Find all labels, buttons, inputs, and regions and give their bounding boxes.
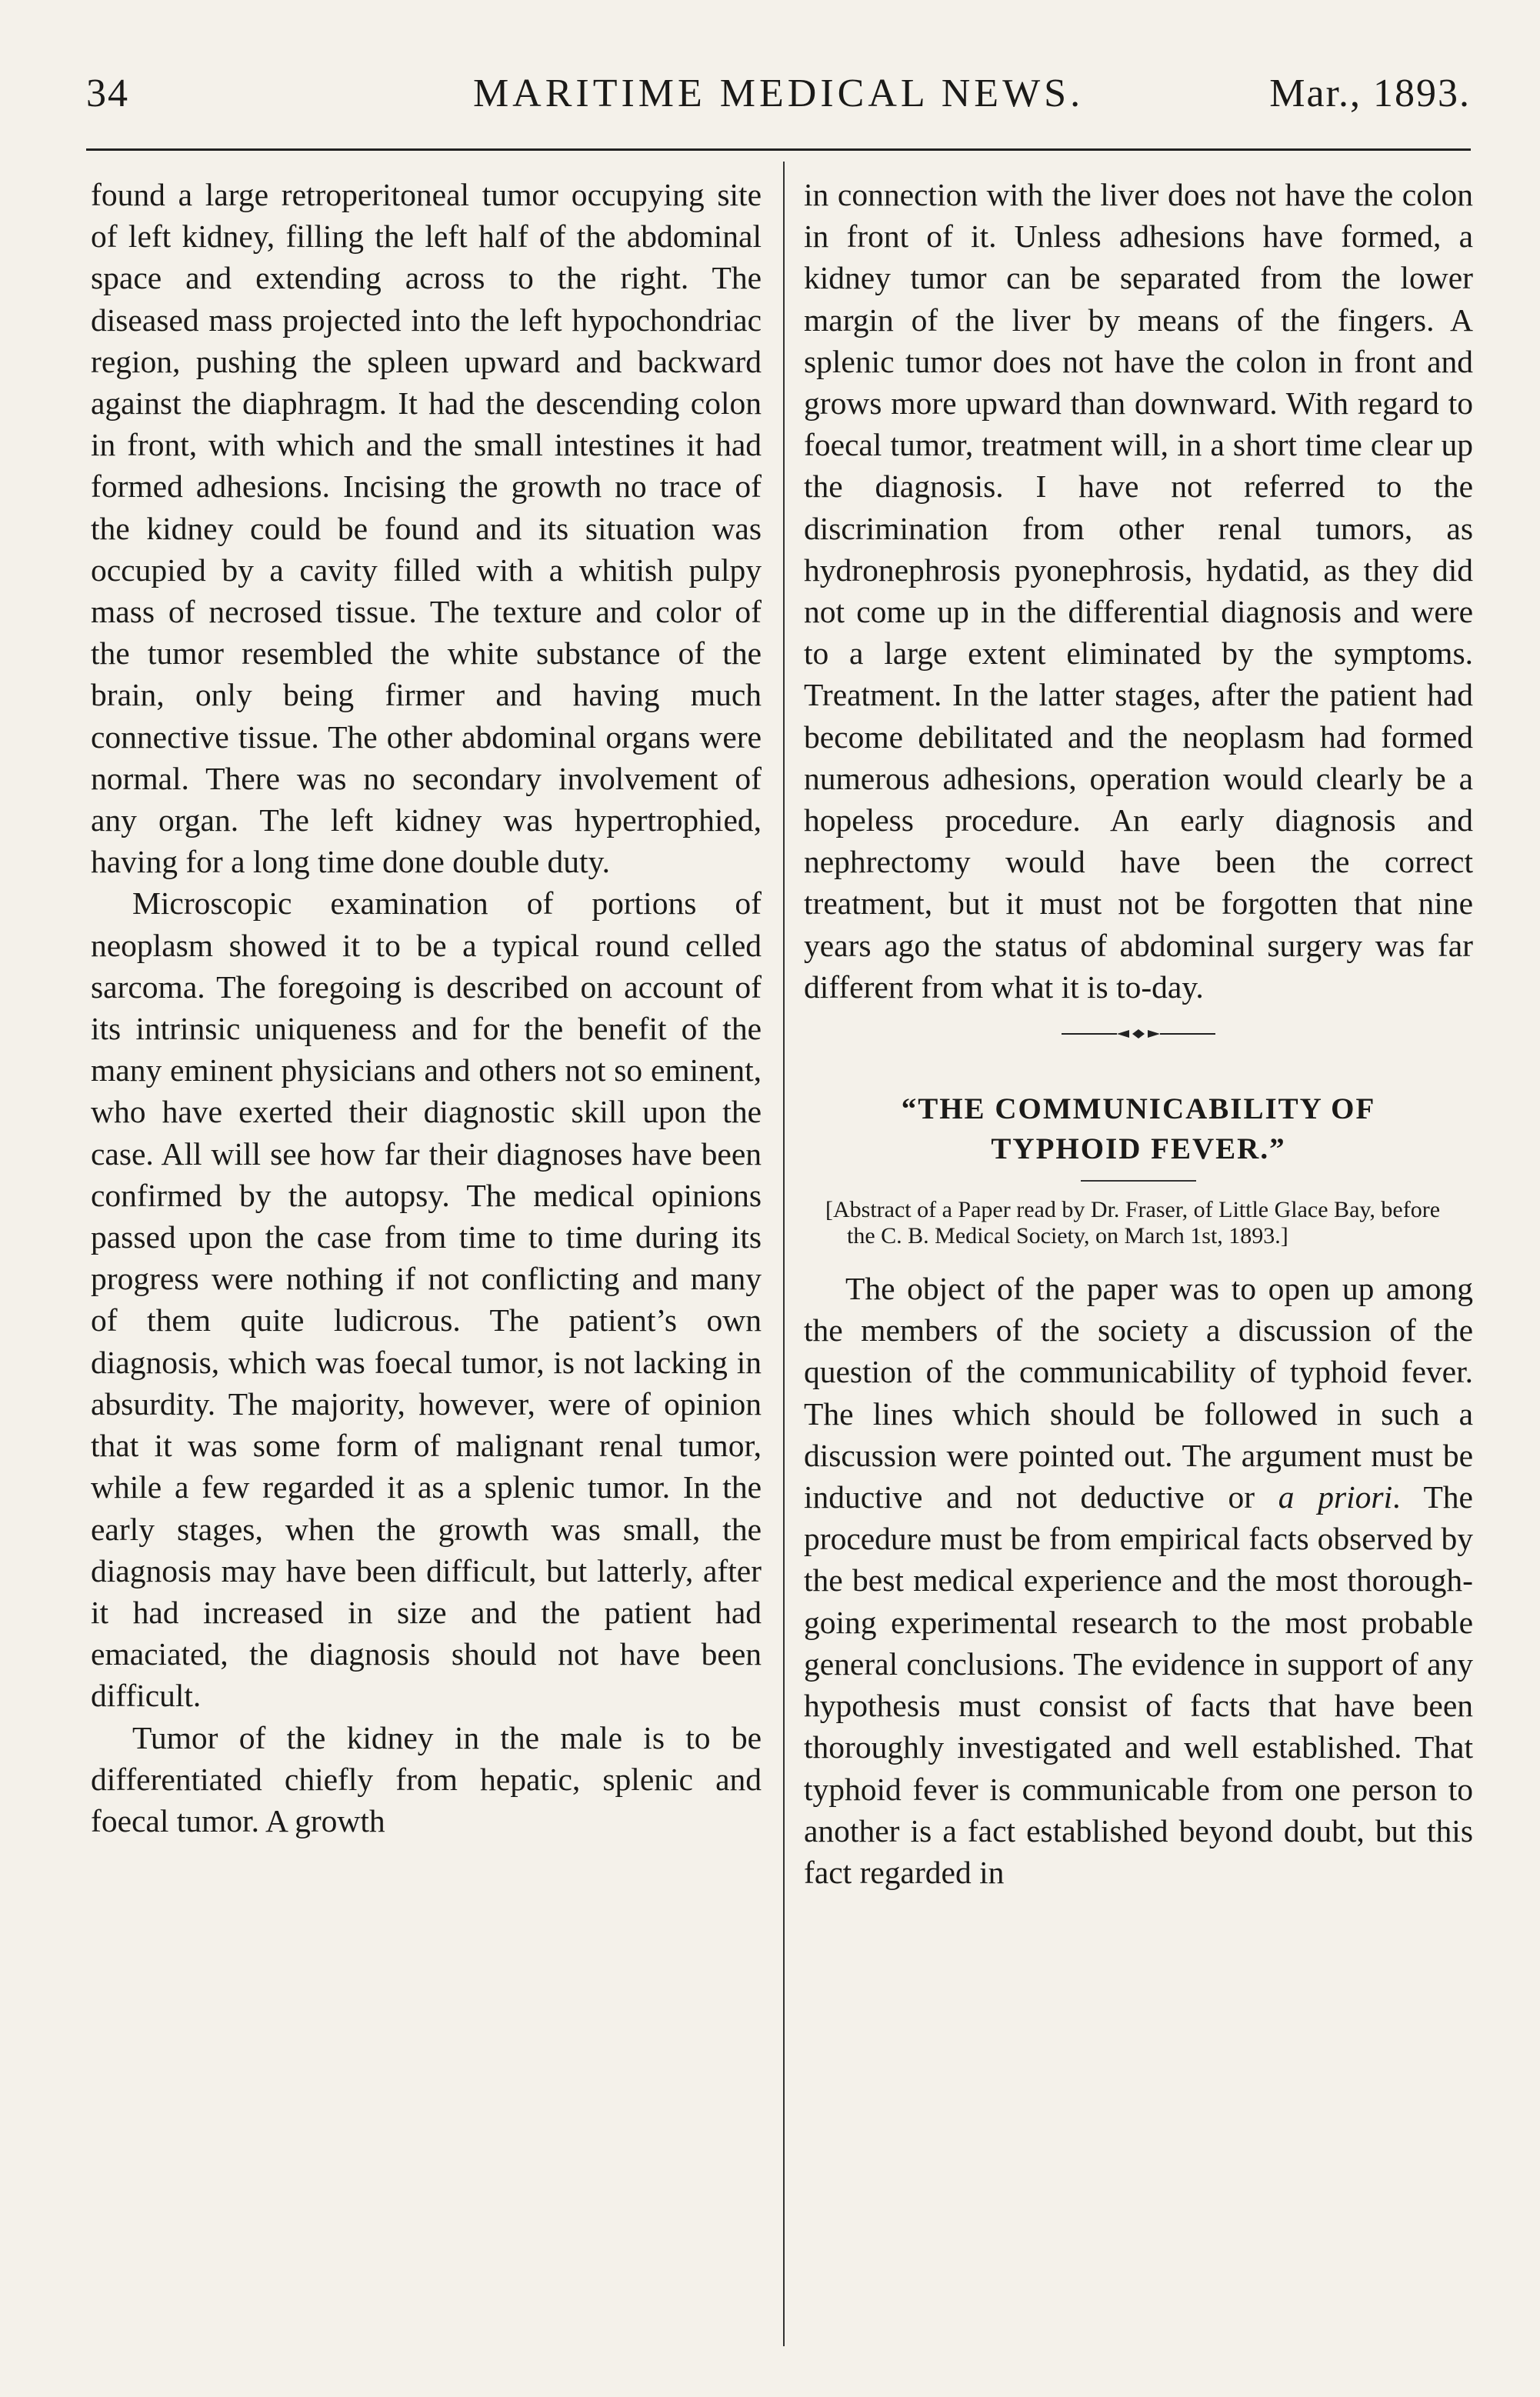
right-paragraph-2-part-2: . The procedure must be from empirical facts observed by the best medical experience and the most thorough-going experimental research to the most probable general conclusions. The evidence in support of any hypothesis must consist of facts that have been thoroughly investigated and well established. That typhoid fever is communicable from one person to another is a fact established beyond doubt, but this fact regarded in bbox=[804, 1479, 1473, 1890]
section-title bbox=[804, 1089, 1473, 1169]
issue-date: Mar., 1893. bbox=[1269, 72, 1471, 115]
right-paragraph-1: in connection with the liver does not have the colon in front of it. Unless adhesions have formed, a kidney tumor can be separated from the lower margin of the liver by means of the fingers. A splenic tumor does not have the colon in front and grows more upward than downward. With regard to foecal tumor, treatment will, in a short time clear up the diagnosis. I have not referred to the discrimination from other renal tumors, as hydronephrosis pyonephrosis, hydatid, as they did not come up in the differential diagnosis and were to a large extent eliminated by the symptoms. Treatment. In the latter stages, after the patient had become debilitated and the neoplasm had formed numerous adhesions, operation would clearly be a hopeless procedure. An early diagnosis and nephrectomy would have been the correct treatment, but it must not be forgotten that nine years ago the status of abdominal surgery was far different from what it is to-day. bbox=[804, 177, 1473, 1005]
abstract-prefix: [Abstract of a Paper read by bbox=[825, 1197, 1091, 1223]
italic-phrase: a priori bbox=[1278, 1479, 1393, 1515]
left-paragraph-3: Tumor of the kidney in the male is to be differentiated chiefly from hepatic, splenic and foecal tumor. A growth bbox=[91, 1719, 762, 1839]
page-number: 34 bbox=[86, 72, 129, 115]
abstract-author: Dr. Fraser bbox=[1090, 1197, 1182, 1223]
left-paragraph-1: found a large retroperitoneal tumor occupying site of left kidney, filling the left half of the abdominal space and extending across to the right. The diseased mass projected into the left hypochondriac region, pushing the spleen upward and backward against the diaphragm. It had the descending colon in front, with which and the small intestines it had formed adhesions. Incising the growth no trace of the kidney could be found and its situation was occupied by a cavity filled with a whitish pulpy mass of necrosed tissue. The texture and color of the tumor resembled the white substance of the brain, only being firmer and having much connective tissue. The other abdominal organs were normal. There was no secondary involvement of any organ. The left kidney was hypertrophied, having for a long time done double duty. bbox=[91, 177, 762, 880]
abstract-suffix: , of Little Glace Bay, before the C. B. Medical Society, on March 1st, 1893.] bbox=[847, 1197, 1441, 1249]
section-title-line-1: “THE COMMUNICABILITY OF bbox=[901, 1092, 1376, 1126]
page-header bbox=[86, 71, 1471, 132]
abstract-note bbox=[804, 1197, 1473, 1249]
column-divider bbox=[783, 162, 785, 2346]
header-rule bbox=[86, 148, 1471, 151]
title-rule bbox=[1081, 1180, 1196, 1182]
journal-title: MARITIME MEDICAL NEWS. bbox=[472, 72, 1085, 115]
right-paragraph-2 bbox=[804, 1268, 1473, 1893]
left-paragraph-2: Microscopic examination of portions of neoplasm showed it to be a typical round celled sarcoma. The foregoing is described on account of its intrinsic uniqueness and for the benefit of the many eminent physicians and others not so eminent, who have exerted their diagnostic skill upon the case. All will see how far their diagnoses have been confirmed by the autopsy. The medical opinions passed upon the case from time to time during its progress were nothing if not conflicting and many of them quite ludicrous. The patient’s own diagnosis, which was foecal tumor, is not lacking in absurdity. The majority, however, were of opinion that it was some form of malignant renal tumor, while a few regarded it as a splenic tumor. In the early stages, when the growth was small, the diagnosis may have been difficult, but latterly, after it had increased in size and the patient had emaciated, the diagnosis should not have been difficult. bbox=[91, 885, 762, 1714]
section-title-line-2: TYPHOID FEVER.” bbox=[991, 1132, 1286, 1166]
right-column bbox=[804, 174, 1473, 1893]
left-column bbox=[91, 174, 762, 1842]
ornament-rule-icon bbox=[1062, 1028, 1215, 1040]
section-ornament bbox=[804, 1008, 1473, 1086]
right-paragraph-2-part-1: The object of the paper was to open up among the members of the society a discussion of the question of the communicability of typhoid fever. The lines which should be followed in such a discussion were pointed out. The argument must be inductive and not deductive or bbox=[804, 1271, 1473, 1515]
